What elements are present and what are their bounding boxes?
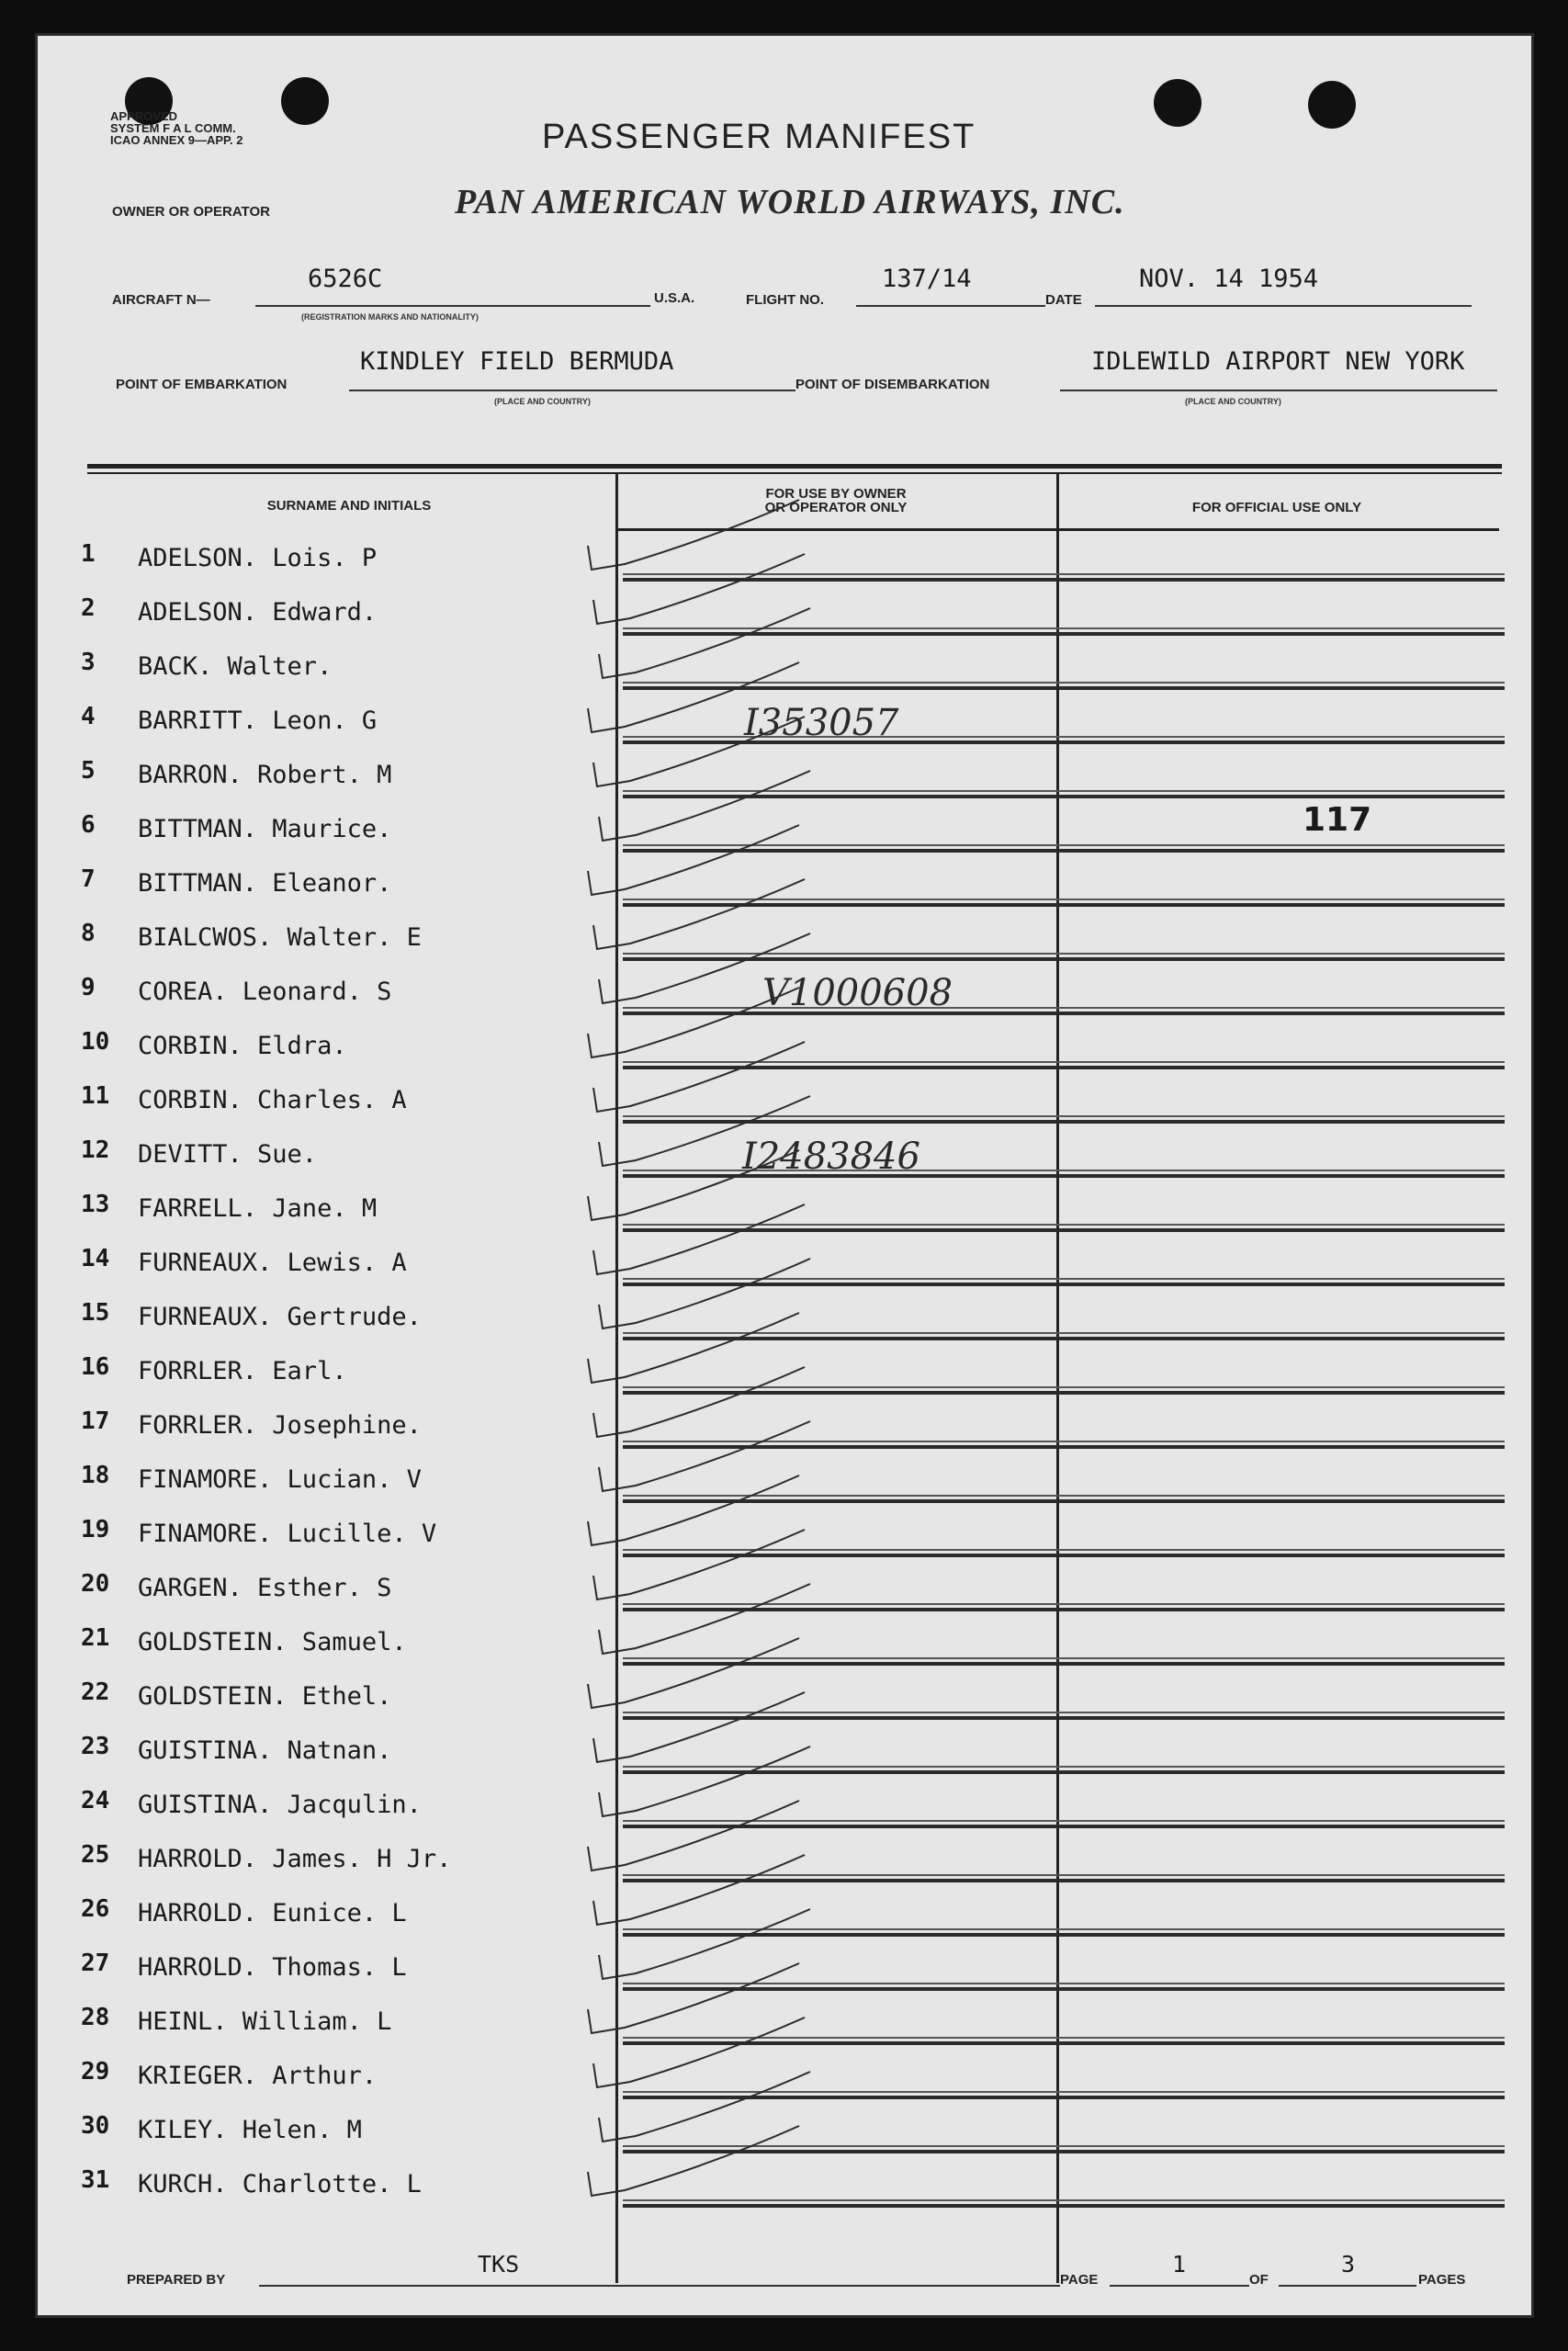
passenger-name: FORRLER. Earl. (138, 1357, 347, 1385)
check-mark (588, 1150, 799, 1220)
row-number: 6 (81, 811, 96, 839)
date-value: NOV. 14 1954 (1139, 265, 1319, 293)
row-number: 18 (81, 1462, 110, 1489)
pages-label: PAGES (1418, 2272, 1466, 2288)
row-number: 4 (81, 703, 96, 730)
prepared-value: TKS (478, 2251, 520, 2278)
row-number: 29 (81, 2058, 110, 2085)
embarkation-value: KINDLEY FIELD BERMUDA (360, 347, 674, 376)
official-use-note: 117 (1303, 801, 1372, 839)
passenger-name: DEVITT. Sue. (138, 1140, 318, 1169)
aircraft-value: 6526C (308, 265, 383, 293)
embarkation-caption: (PLACE AND COUNTRY) (494, 397, 591, 406)
passenger-name: BARRON. Robert. M (138, 761, 392, 789)
prepared-label: PREPARED BY (127, 2272, 226, 2288)
passenger-name: KILEY. Helen. M (138, 2116, 362, 2144)
page-label: PAGE (1060, 2272, 1099, 2288)
passenger-name: FINAMORE. Lucille. V (138, 1520, 437, 1548)
handwritten-note-row4: I353057 (744, 702, 899, 744)
embarkation-label: POINT OF EMBARKATION (116, 377, 288, 392)
row-number: 9 (81, 974, 96, 1001)
passenger-name: BACK. Walter. (138, 652, 333, 681)
row-number: 22 (81, 1678, 110, 1706)
handwritten-note-row9: V1000608 (762, 972, 953, 1014)
passenger-name: ADELSON. Lois. P (138, 544, 378, 572)
check-mark (588, 500, 799, 570)
row-number: 21 (81, 1624, 110, 1652)
check-mark (588, 825, 799, 895)
row-number: 15 (81, 1299, 110, 1327)
passenger-name: GARGEN. Esther. S (138, 1574, 392, 1602)
flight-label: FLIGHT NO. (746, 292, 824, 308)
row-number: 27 (81, 1950, 110, 1977)
handwritten-note-row12: I2483846 (742, 1136, 920, 1178)
operator-name: PAN AMERICAN WORLD AIRWAYS, INC. (455, 183, 1125, 221)
disembarkation-value: IDLEWILD AIRPORT NEW YORK (1091, 347, 1465, 376)
passenger-name: CORBIN. Eldra. (138, 1032, 347, 1060)
row-number: 26 (81, 1895, 110, 1923)
passenger-name: HARROLD. Eunice. L (138, 1899, 407, 1927)
row-number: 7 (81, 865, 96, 893)
passenger-name: COREA. Leonard. S (138, 978, 392, 1006)
row-number: 10 (81, 1028, 110, 1056)
row-number: 16 (81, 1353, 110, 1381)
passenger-name: CORBIN. Charles. A (138, 1086, 407, 1114)
row-number: 19 (81, 1516, 110, 1543)
check-mark (588, 1475, 799, 1545)
check-mark (588, 1313, 799, 1383)
row-number: 23 (81, 1733, 110, 1760)
disembarkation-label: POINT OF DISEMBARKATION (795, 377, 990, 392)
passenger-name: BARRITT. Leon. G (138, 706, 378, 735)
owner-label: OWNER OR OPERATOR (112, 204, 270, 220)
passenger-name: GOLDSTEIN. Samuel. (138, 1628, 407, 1656)
row-number: 1 (81, 540, 96, 568)
row-number: 8 (81, 920, 96, 947)
date-label: DATE (1045, 292, 1082, 308)
check-mark (588, 2126, 799, 2196)
passenger-name: FORRLER. Josephine. (138, 1411, 422, 1440)
check-mark (588, 1963, 799, 2033)
page-value: 1 (1172, 2251, 1187, 2278)
passenger-name: GUISTINA. Jacqulin. (138, 1791, 422, 1819)
passenger-name: FURNEAUX. Lewis. A (138, 1249, 407, 1277)
check-mark (588, 988, 799, 1057)
row-number: 17 (81, 1407, 110, 1435)
row-number: 31 (81, 2166, 110, 2194)
row-number: 11 (81, 1082, 110, 1110)
passenger-name: BIALCWOS. Walter. E (138, 923, 422, 952)
passenger-name: HARROLD. James. H Jr. (138, 1845, 452, 1873)
check-mark (588, 1638, 799, 1708)
row-number: 25 (81, 1841, 110, 1869)
passenger-name: GOLDSTEIN. Ethel. (138, 1682, 392, 1711)
approval-stamp: APPROVED SYSTEM F A L COMM. ICAO ANNEX 9—APP. 2 (110, 109, 243, 147)
col-official-header: FOR OFFICIAL USE ONLY (1191, 500, 1362, 515)
row-number: 12 (81, 1136, 110, 1164)
row-number: 30 (81, 2112, 110, 2140)
passenger-name: KRIEGER. Arthur. (138, 2062, 378, 2090)
of-value: 3 (1341, 2251, 1356, 2278)
passenger-name: ADELSON. Edward. (138, 598, 378, 627)
registration-caption: (REGISTRATION MARKS AND NATIONALITY) (301, 312, 479, 322)
form-title: PASSENGER MANIFEST (542, 118, 976, 156)
passenger-name: BITTMAN. Eleanor. (138, 869, 392, 898)
passenger-name: FARRELL. Jane. M (138, 1194, 378, 1223)
col-surname-header: SURNAME AND INITIALS (266, 498, 432, 514)
of-label: OF (1249, 2272, 1269, 2288)
row-number: 24 (81, 1787, 110, 1814)
passenger-name: GUISTINA. Natnan. (138, 1736, 392, 1765)
row-number: 20 (81, 1570, 110, 1598)
flight-value: 137/14 (882, 265, 972, 293)
aircraft-label: AIRCRAFT N— (112, 292, 210, 308)
disembarkation-caption: (PLACE AND COUNTRY) (1185, 397, 1281, 406)
passenger-name: FINAMORE. Lucian. V (138, 1465, 422, 1494)
row-number: 28 (81, 2004, 110, 2031)
row-number: 5 (81, 757, 96, 785)
col-owner-header: FOR USE BY OWNER OR OPERATOR ONLY (764, 486, 908, 515)
row-number: 2 (81, 594, 96, 622)
passenger-name: HARROLD. Thomas. L (138, 1953, 407, 1982)
check-mark (588, 1801, 799, 1871)
passenger-name: FURNEAUX. Gertrude. (138, 1303, 422, 1331)
row-number: 3 (81, 649, 96, 676)
row-number: 13 (81, 1191, 110, 1218)
passenger-name: HEINL. William. L (138, 2007, 392, 2036)
row-number: 14 (81, 1245, 110, 1272)
check-mark (588, 662, 799, 732)
passenger-name: KURCH. Charlotte. L (138, 2170, 422, 2198)
usa-label: U.S.A. (654, 290, 695, 306)
passenger-name: BITTMAN. Maurice. (138, 815, 392, 843)
